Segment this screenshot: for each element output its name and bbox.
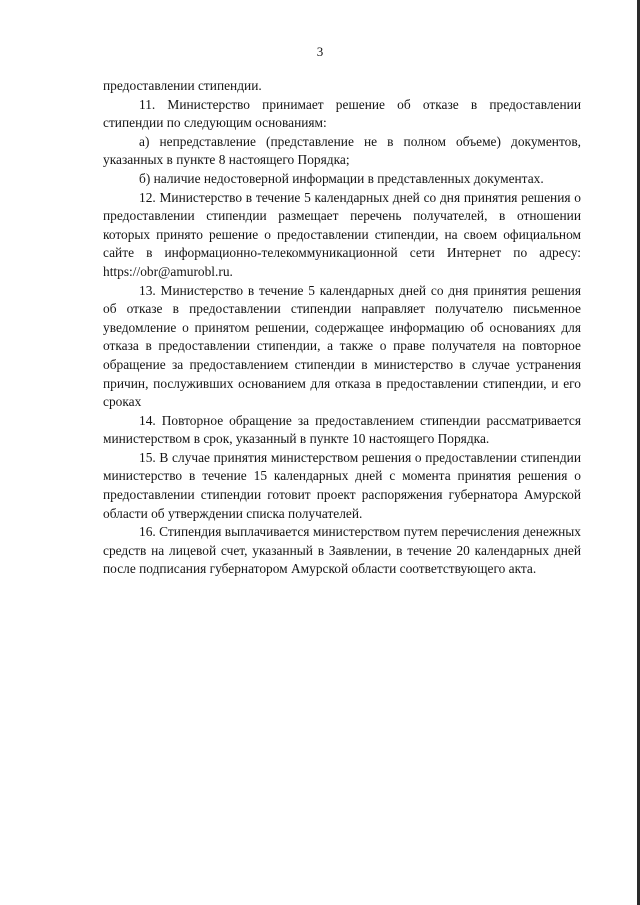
document-body <box>103 77 581 579</box>
paragraph-14: 14. Повторное обращение за предоставлением стипендии рассматривается министерством в срок, указанный в пункте 10 настоящего Порядка. <box>103 412 581 447</box>
paragraph-16: 16. Стипендия выплачивается министерством путем перечисления денежных средств на лицевой счет, указанный в Заявлении, в течение 20 календарных дней после подписания губернатором Амурской области соответствующего акта. <box>103 524 581 577</box>
paragraph-11-a: а) непредставление (представление не в полном объеме) документов, указанных в пункте 8 настоящего Порядка; <box>103 133 581 168</box>
paragraph-11: 11. Министерство принимает решение об отказе в предоставлении стипендии по следующим основаниям: <box>103 96 581 131</box>
paragraph-continuation: предоставлении стипендии. <box>103 78 262 93</box>
paragraph-11-b: б) наличие недостоверной информации в представленных документах. <box>139 170 544 186</box>
paragraph-13: 13. Министерство в течение 5 календарных дней со дня принятия решения об отказе в предоставлении стипендии направляет получателю письменное уведомление о принятом решении, содержащее информацию об основаниях для отказа в предоставлении стипендии, а также о праве получателя на повторное обращение за предоставлением стипендии в министерство в случае устранения причин, послуживших основанием для отказа в предоставлении стипендии, и его сроках <box>103 282 581 410</box>
paragraph-12: 12. Министерство в течение 5 календарных дней со дня принятия решения о предоставлении стипендии размещает перечень получателей, в отношении которых принято решение о предоставлении стипендии, на своем официальном сайте в информационно-телекоммуникационной сети Интернет по адресу: https://obr@amurobl.ru. <box>103 189 581 279</box>
page-number: 3 <box>316 44 324 59</box>
paragraph-15: 15. В случае принятия министерством решения о предоставлении стипендии министерство в течение 15 календарных дней с момента принятия решения о предоставлении стипендии готовит проект распоряжения губернатора Амурской области об утверждении списка получателей. <box>103 449 581 521</box>
